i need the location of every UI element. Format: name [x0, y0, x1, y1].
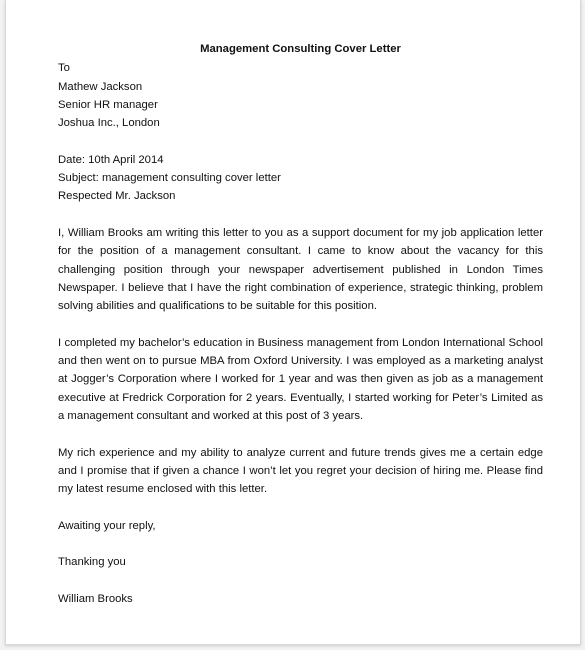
- letter-body: [58, 40, 543, 608]
- paragraph-intro: I, William Brooks am writing this letter to you as a support document for my job application letter for the position of a management consultant. I came to know about the vacancy for this challenging position through your newspaper advertisement published in London Times Newspaper. I believe that I have the right combination of experience, strategic thinking, problem solving abilities and qualifications to be suitable for this position.: [58, 226, 543, 313]
- letter-date: Date: 10th April 2014: [58, 153, 164, 166]
- recipient-to: To: [58, 62, 70, 75]
- spacer: [58, 206, 543, 224]
- paragraph-closing: My rich experience and my ability to analyze current and future trends gives me a certain edge and I promise that if given a chance I won’t let you regret your decision of hiring me. Please find my latest resume enclosed with this letter.: [58, 446, 543, 496]
- paragraph-experience: I completed my bachelor’s education in Business management from London International School and then went on to pursue MBA from Oxford University. I was employed as a marketing analyst at Jogger’s Corporation where I worked for 1 year and was then given as job as a management executive at Fredrick Corporation for 2 years. Eventually, I started working for Peter’s Limited as a management consultant and worked at this post of 3 years.: [58, 336, 543, 422]
- signature-name: William Brooks: [58, 592, 133, 605]
- spacer: [58, 425, 543, 443]
- spacer: [58, 498, 543, 516]
- closing-awaiting: Awaiting your reply,: [58, 519, 156, 532]
- recipient-name: Mathew Jackson: [58, 80, 143, 93]
- closing-thanks: Thanking you: [58, 556, 126, 569]
- document-page: [5, 0, 581, 645]
- spacer: [58, 315, 543, 333]
- recipient-company: Joshua Inc., London: [58, 117, 160, 130]
- spacer: [58, 572, 543, 590]
- letter-subject: Subject: management consulting cover letter: [58, 172, 281, 185]
- spacer: [58, 535, 543, 553]
- letter-salutation: Respected Mr. Jackson: [58, 190, 176, 203]
- letter-title: Management Consulting Cover Letter: [200, 43, 401, 55]
- recipient-position: Senior HR manager: [58, 98, 158, 111]
- spacer: [58, 132, 543, 150]
